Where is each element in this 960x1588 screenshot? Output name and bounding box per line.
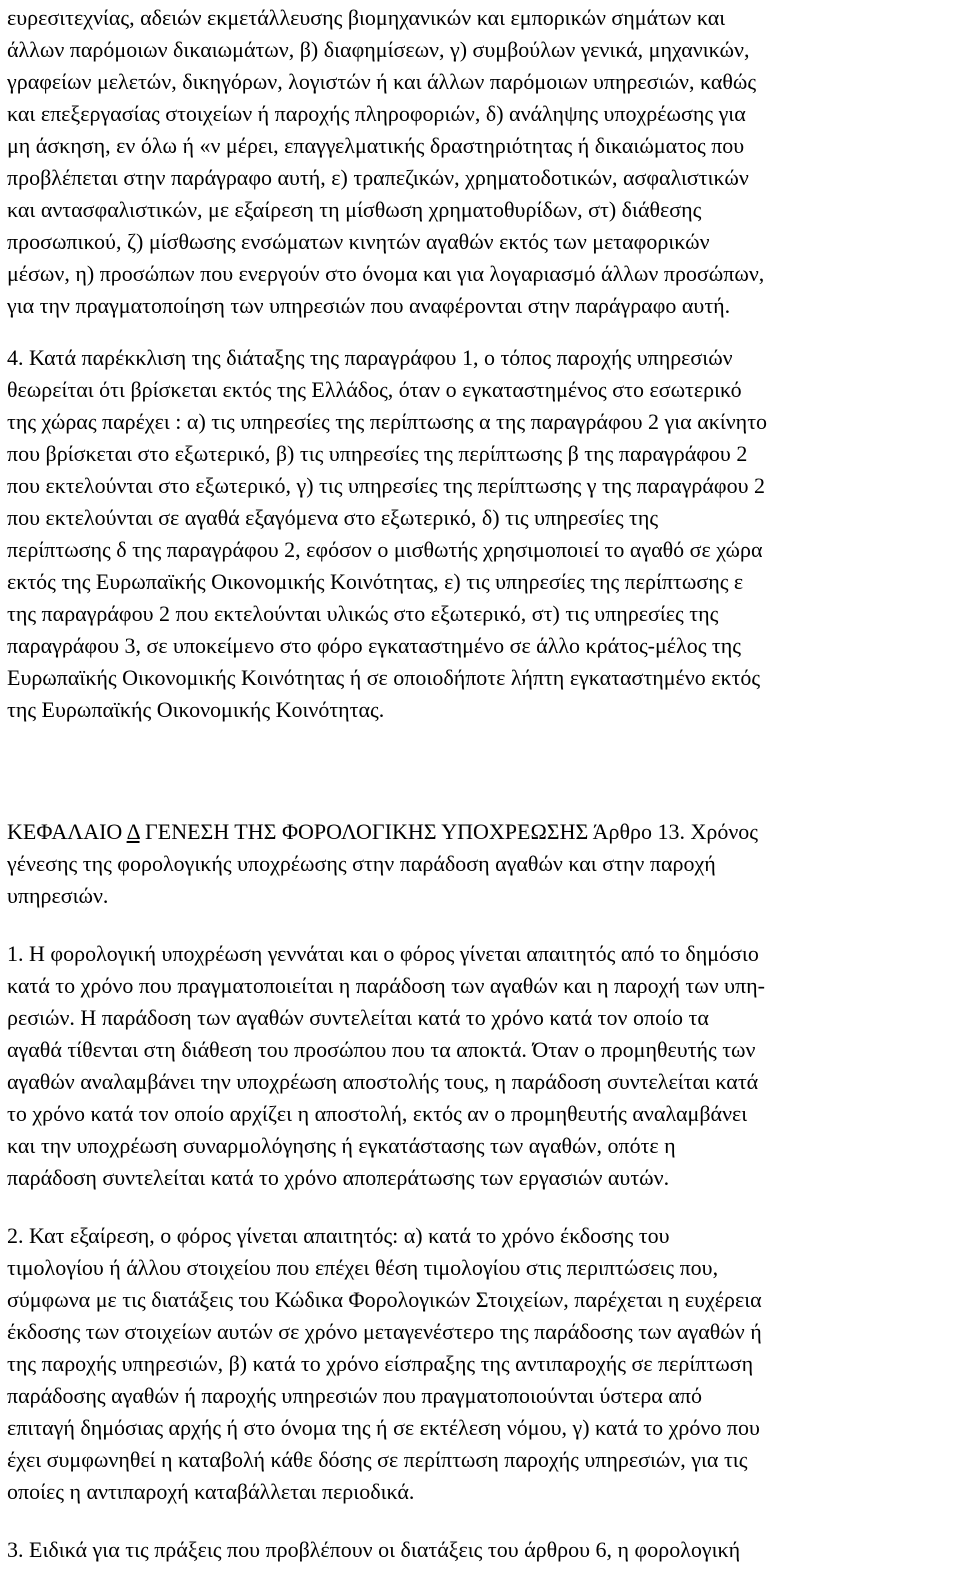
text-line: περίπτωσης δ της παραγράφου 2, εφόσον ο μισθωτής χρησιμοποιεί το αγαθό σε χώρα xyxy=(7,537,763,562)
text-line: και την υποχρέωση συναρμολόγησης ή εγκατάστασης των αγαθών, οπότε η xyxy=(7,1133,676,1158)
text-line: τιμολογίου ή άλλου στοιχείου που επέχει θέση τιμολογίου στις περιπτώσεις που, xyxy=(7,1255,719,1280)
text-line: μέσων, η) προσώπων που ενεργούν στο όνομα και για λογαριασμό άλλων προσώπων, xyxy=(7,261,765,286)
text-line: σύμφωνα με τις διατάξεις του Κώδικα Φορολογικών Στοιχείων, παρέχεται η ευχέρεια xyxy=(7,1287,762,1312)
text-line: Ευρωπαϊκής Οικονομικής Κοινότητας ή σε οποιοδήποτε λήπτη εγκαταστημένο εκτός xyxy=(7,665,761,690)
text-line: της χώρας παρέχει : α) τις υπηρεσίες της περίπτωσης α της παραγράφου 2 για ακίνητο xyxy=(7,409,768,434)
text-line: έκδοσης των στοιχείων αυτών σε χρόνο μεταγενέστερο της παράδοσης των αγαθών ή xyxy=(7,1319,762,1344)
text-line: που εκτελούνται σε αγαθά εξαγόμενα στο εξωτερικό, δ) τις υπηρεσίες της xyxy=(7,505,659,530)
text-line: της παραγράφου 2 που εκτελούνται υλικώς στο εξωτερικό, στ) τις υπηρεσίες της xyxy=(7,601,719,626)
text-line: παραγράφου 3, σε υποκείμενο στο φόρο εγκαταστημένο σε άλλο κράτος-μέλος της xyxy=(7,633,741,658)
text-line: προσωπικού, ζ) μίσθωσης ενσώματων κινητών αγαθών εκτός των μεταφορικών xyxy=(7,229,710,254)
text-line: ευρεσιτεχνίας, αδειών εκμετάλλευσης βιομηχανικών και εμπορικών σημάτων και xyxy=(7,5,726,30)
text-line: 4. Κατά παρέκκλιση της διάταξης της παραγράφου 1, ο τόπος παροχής υπηρεσιών xyxy=(7,345,733,370)
text-line: θεωρείται ότι βρίσκεται εκτός της Ελλάδος, όταν ο εγκαταστημένος στο εσωτερικό xyxy=(7,377,742,402)
article-title-line: υπηρεσιών. xyxy=(7,883,109,908)
text-line: το χρόνο κατά τον οποίο αρχίζει η αποστολή, εκτός αν ο προμηθευτής αναλαμβάνει xyxy=(7,1101,748,1126)
text-line: μη άσκηση, εν όλω ή «ν μέρει, επαγγελματικής δραστηριότητας ή δικαιώματος που xyxy=(7,133,745,158)
text-line: της Ευρωπαϊκής Οικονομικής Κοινότητας. xyxy=(7,697,385,722)
text-line: 1. Η φορολογική υποχρέωση γεννάται και ο φόρος γίνεται απαιτητός από το δημόσιο xyxy=(7,941,759,966)
text-line: παράδοση συντελείται κατά το χρόνο αποπεράτωσης των εργασιών αυτών. xyxy=(7,1165,670,1190)
text-line: 2. Κατ εξαίρεση, ο φόρος γίνεται απαιτητός: α) κατά το χρόνο έκδοσης του xyxy=(7,1223,670,1248)
text-line: οποίες η αντιπαροχή καταβάλλεται περιοδικά. xyxy=(7,1479,415,1504)
text-line: γραφείων μελετών, δικηγόρων, λογιστών ή και άλλων παρόμοιων υπηρεσιών, καθώς xyxy=(7,69,757,94)
text-line: αγαθών αναλαμβάνει την υποχρέωση αποστολής τους, η παράδοση συντελείται κατά xyxy=(7,1069,759,1094)
text-line: κατά το χρόνο που πραγματοποιείται η παράδοση των αγαθών και η παροχή των υπη- xyxy=(7,973,765,998)
text-line: και αντασφαλιστικών, με εξαίρεση τη μίσθωση χρηματοθυρίδων, στ) διάθεσης xyxy=(7,197,702,222)
chapter-heading-line xyxy=(7,816,758,848)
chapter-title: ΓΕΝΕΣΗ ΤΗΣ ΦΟΡΟΛΟΓΙΚΗΣ ΥΠΟΧΡΕΩΣΗΣ Άρθρο 13. Χρόνος xyxy=(139,819,758,844)
article-title-line: γένεσης της φορολογικής υποχρέωσης στην παράδοση αγαθών και στην παροχή xyxy=(7,851,716,876)
text-line: και επεξεργασίας στοιχείων ή παροχής πληροφοριών, δ) ανάληψης υποχρέωσης για xyxy=(7,101,746,126)
text-line: ρεσιών. Η παράδοση των αγαθών συντελείται κατά το χρόνο κατά τον οποίο τα xyxy=(7,1005,709,1030)
text-line: που βρίσκεται στο εξωτερικό, β) τις υπηρεσίες της περίπτωσης β της παραγράφου 2 xyxy=(7,441,748,466)
text-line: άλλων παρόμοιων δικαιωμάτων, β) διαφημίσεων, γ) συμβούλων γενικά, μηχανικών, xyxy=(7,37,750,62)
text-line: προβλέπεται στην παράγραφο αυτή, ε) τραπεζικών, χρηματοδοτικών, ασφαλιστικών xyxy=(7,165,749,190)
text-line: παράδοσης αγαθών ή παροχής υπηρεσιών που πραγματοποιούνται ύστερα από xyxy=(7,1383,702,1408)
chapter-letter: Δ xyxy=(126,819,140,844)
text-line: της παροχής υπηρεσιών, β) κατά το χρόνο είσπραξης της αντιπαροχής σε περίπτωση xyxy=(7,1351,754,1376)
chapter-label: ΚΕΦΑΛΑΙΟ xyxy=(7,819,127,844)
text-line: αγαθά τίθενται στη διάθεση του προσώπου που τα αποκτά. Όταν ο προμηθευτής των xyxy=(7,1037,756,1062)
text-line: 3. Ειδικά για τις πράξεις που προβλέπουν οι διατάξεις του άρθρου 6, η φορολογική xyxy=(7,1537,741,1562)
text-line: επιταγή δημόσιας αρχής ή στο όνομα της ή σε εκτέλεση νόμου, γ) κατά το χρόνο που xyxy=(7,1415,760,1440)
text-line: για την πραγματοποίηση των υπηρεσιών που αναφέρονται στην παράγραφο αυτή. xyxy=(7,293,731,318)
text-line: εκτός της Ευρωπαϊκής Οικονομικής Κοινότητας, ε) τις υπηρεσίες της περίπτωσης ε xyxy=(7,569,744,594)
text-line: που εκτελούνται στο εξωτερικό, γ) τις υπηρεσίες της περίπτωσης γ της παραγράφου 2 xyxy=(7,473,766,498)
text-line: έχει συμφωνηθεί η καταβολή κάθε δόσης σε περίπτωση παροχής υπηρεσιών, για τις xyxy=(7,1447,748,1472)
